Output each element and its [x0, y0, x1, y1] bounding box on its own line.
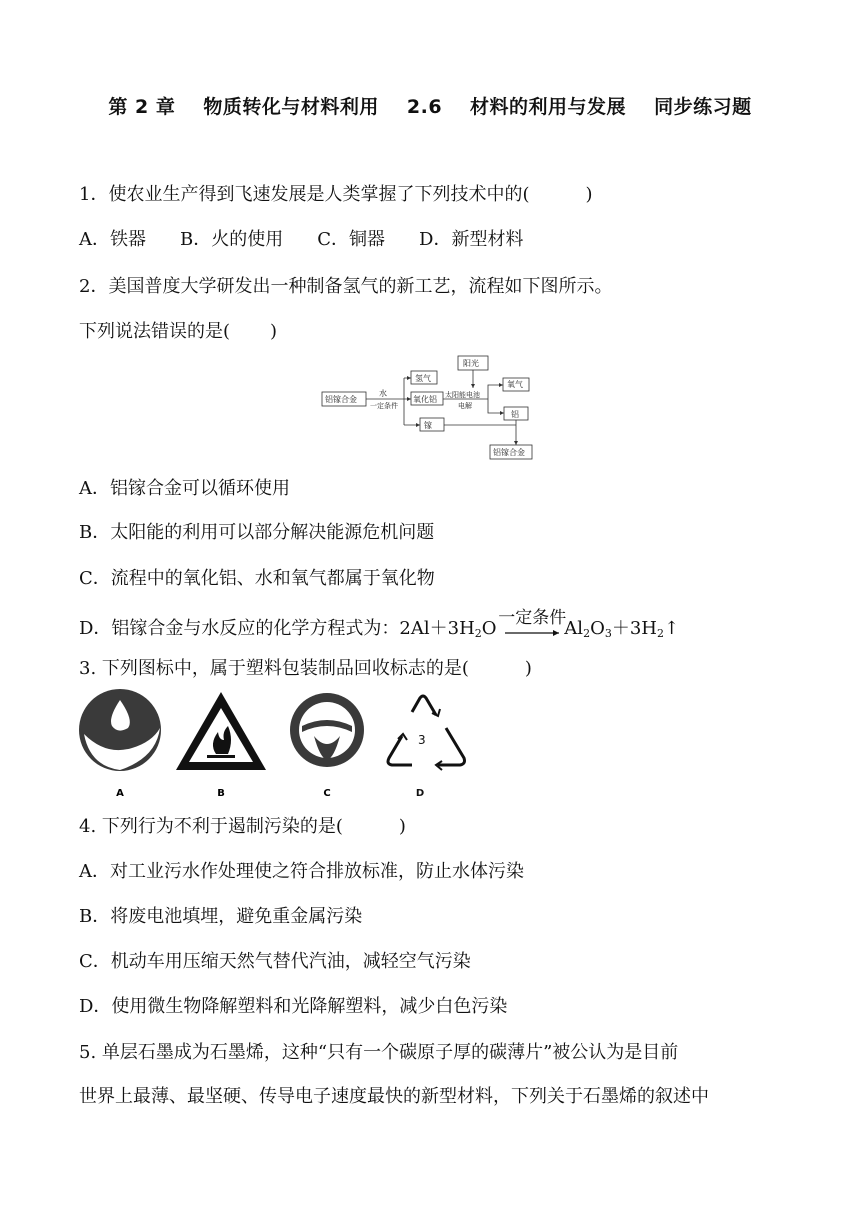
- q4-option-b[interactable]: B．将废电池填埋，避免重金属污染: [79, 906, 363, 927]
- reaction-condition-text: 一定条件: [498, 608, 567, 628]
- q4-option-a[interactable]: A．对工业污水作处理使之符合排放标准，防止水体污染: [79, 861, 524, 882]
- question-3-stem: [79, 657, 532, 681]
- q2-option-c[interactable]: C．流程中的氧化铝、水和氧气都属于氧化物: [79, 568, 435, 589]
- q4-stem-text: 4. 下列行为不利于遏制污染的是(: [79, 816, 343, 837]
- flow-label-alloy-out: 铝镓合金: [493, 448, 525, 457]
- q2-sub-text: 下列说法错误的是(: [79, 321, 231, 342]
- q1-close-paren: ): [585, 184, 593, 205]
- reaction-condition: [498, 608, 567, 646]
- chapter-number: 第 2 章: [108, 96, 176, 118]
- flow-label-electrolysis: 电解: [458, 402, 472, 410]
- q2-close-paren: ): [270, 321, 278, 342]
- section-number: 2.6: [406, 96, 443, 118]
- recycle-number: 3: [418, 733, 426, 747]
- eq-lhs: D．铝镓合金与水反应的化学方程式为：2Al＋3H: [79, 618, 475, 639]
- eq-rhs: ＋3H: [611, 618, 657, 639]
- eq-al: Al: [564, 618, 584, 639]
- q2-option-a[interactable]: A．铝镓合金可以循环使用: [79, 478, 290, 499]
- icon-label-b: B: [217, 788, 225, 799]
- icon-label-d: D: [415, 788, 425, 799]
- hydrogen-process-diagram: [318, 352, 538, 464]
- q3-close-paren: ): [524, 658, 532, 679]
- recycling-icon[interactable]: [388, 696, 465, 799]
- question-1-options: [79, 228, 557, 252]
- page-title: [0, 92, 860, 119]
- flow-label-alloy-in: 铝镓合金: [325, 395, 357, 404]
- eq-sub-h: 2: [474, 627, 482, 640]
- eq-o: O: [481, 618, 497, 639]
- q3-stem-text: 3. 下列图标中，属于塑料包装制品回收标志的是(: [79, 658, 469, 679]
- eq-sub-o: 3: [604, 627, 612, 640]
- q4-option-d[interactable]: D．使用微生物降解塑料和光降解塑料，减少白色污染: [79, 996, 508, 1017]
- flammable-warning-icon[interactable]: [176, 692, 266, 799]
- section-title: 材料的利用与发展: [470, 96, 627, 118]
- eq-o2: O: [590, 618, 605, 639]
- water-saving-icon[interactable]: [79, 689, 161, 799]
- flow-label-condition: 一定条件: [370, 402, 398, 410]
- exercise-type: 同步练习题: [654, 96, 752, 118]
- q1-option-a[interactable]: A．铁器: [79, 229, 146, 250]
- q2-option-b[interactable]: B．太阳能的利用可以部分解决能源危机问题: [79, 522, 435, 543]
- q1-option-d[interactable]: D．新型材料: [419, 229, 524, 250]
- question-4-stem: [79, 815, 406, 839]
- question-5-line-1: 5. 单层石墨成为石墨烯，这种“只有一个碳原子厚的碳薄片”被公认为是目前: [79, 1042, 679, 1063]
- eq-sub-al: 2: [583, 627, 591, 640]
- flow-label-sun: 阳光: [463, 359, 479, 368]
- q1-option-b[interactable]: B．火的使用: [180, 229, 284, 250]
- question-5-line-2: 世界上最薄、最坚硬、传导电子速度最快的新型材料，下列关于石墨烯的叙述中: [79, 1086, 709, 1107]
- q1-stem-text: 1．使农业生产得到飞速发展是人类掌握了下列技术中的(: [79, 184, 530, 205]
- flow-label-solar: 太阳能电池: [445, 391, 480, 399]
- question-1-stem: [79, 183, 593, 207]
- icon-label-a: A: [116, 788, 124, 799]
- eq-sub-h2: 2: [656, 627, 664, 640]
- q2-option-d[interactable]: [79, 608, 680, 646]
- gas-arrow-icon: ↑: [663, 618, 680, 639]
- flow-label-al: 铝: [511, 410, 519, 419]
- flow-label-h2: 氢气: [415, 374, 431, 383]
- q4-option-c[interactable]: C．机动车用压缩天然气替代汽油，减轻空气污染: [79, 951, 471, 972]
- flow-label-o2: 氧气: [507, 380, 523, 389]
- q1-option-c[interactable]: C．铜器: [317, 229, 386, 250]
- question-2-stem: 2．美国普度大学研发出一种制备氢气的新工艺，流程如下图所示。: [79, 276, 613, 297]
- question-2-sub: [79, 320, 277, 344]
- flow-label-al2o3: 氧化铝: [413, 395, 437, 404]
- chapter-topic: 物质转化与材料利用: [203, 96, 379, 118]
- flow-label-ga: 镓: [424, 421, 432, 430]
- q4-close-paren: ): [398, 816, 406, 837]
- icon-label-c: C: [323, 788, 331, 799]
- flow-label-water: 水: [379, 389, 387, 398]
- energy-saving-icon[interactable]: [290, 693, 364, 799]
- q3-icon-row: [76, 688, 476, 800]
